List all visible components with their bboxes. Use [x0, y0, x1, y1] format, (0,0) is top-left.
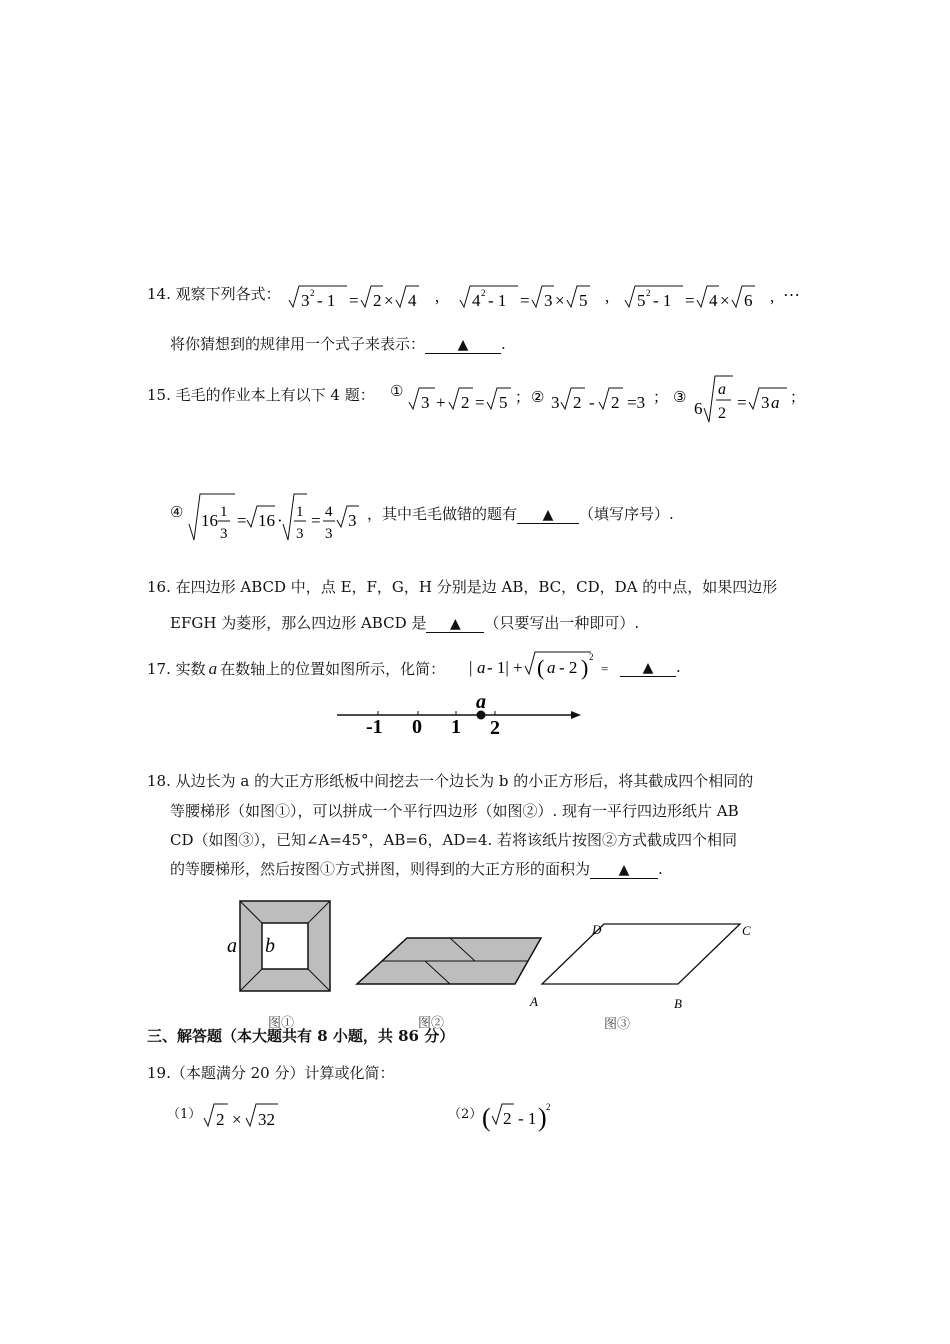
fig3-label-D: D [592, 922, 602, 937]
svg-text:6: 6 [694, 399, 703, 418]
q19-label: 19.（本题满分 20 分）计算或化简： [147, 1064, 395, 1082]
q15-label: 15. 毛毛的作业本上有以下 4 题： [147, 386, 375, 404]
svg-text:2: 2 [373, 291, 382, 310]
svg-text:+: + [436, 393, 446, 412]
point-a-label: a [476, 691, 486, 713]
q17-var: a [208, 659, 218, 678]
tick-label-1: 1 [451, 716, 461, 738]
q14-formulas [285, 280, 805, 320]
svg-text:3: 3 [761, 393, 770, 412]
svg-text:4: 4 [325, 504, 333, 520]
tick-label-2: 2 [490, 717, 500, 739]
svg-text:4: 4 [408, 291, 417, 310]
q15-tail-line [367, 503, 674, 524]
svg-text:): ) [581, 655, 589, 680]
svg-text:×: × [720, 291, 730, 310]
svg-text:1: 1 [296, 504, 304, 520]
svg-text:4: 4 [472, 291, 481, 310]
svg-text:2: 2 [310, 288, 315, 298]
svg-text:×: × [555, 291, 565, 310]
fig3-label-C: C [742, 923, 751, 938]
svg-text:×: × [384, 291, 394, 310]
svg-text:2: 2 [216, 1110, 225, 1129]
svg-text:②: ② [531, 390, 545, 406]
svg-text:=: = [311, 511, 321, 530]
fig1-label-a: a [227, 935, 237, 957]
svg-text:4: 4 [709, 291, 718, 310]
svg-text:(: ( [482, 1103, 491, 1132]
svg-text:- 1|: - 1| [487, 658, 509, 677]
svg-text:=: = [520, 291, 530, 310]
svg-text:a: a [718, 381, 726, 398]
svg-text:3: 3 [301, 291, 310, 310]
fig3-caption: 图③ [604, 1017, 631, 1032]
svg-text:,: , [435, 287, 440, 306]
svg-text:·: · [277, 511, 283, 530]
q14-line2: 将你猜想到的规律用一个式子来表示： ▲ . [170, 335, 506, 353]
svg-text:+: + [513, 658, 523, 677]
fig2-caption: 图② [418, 1016, 445, 1031]
svg-text:- 1: - 1 [653, 291, 672, 310]
q15-item4-formula [187, 488, 367, 552]
svg-text:=: = [685, 291, 695, 310]
q18-line3: CD（如图③），已知∠A=45°，AB=6，AD=4. 若将该纸片按图②方式截成四个相同 [170, 831, 738, 849]
svg-text:5: 5 [499, 393, 508, 412]
section3-title: 三、解答题（本大题共有 8 小题，共 86 分） [147, 1027, 455, 1045]
q15-answer-blank[interactable]: ▲ [517, 507, 579, 524]
q15-tail2: （填写序号）. [579, 505, 674, 523]
q16-line1: 16. 在四边形 ABCD 中，点 E，F，G，H 分别是边 AB，BC，CD，DA 的中点，如果四边形 [147, 578, 778, 596]
svg-text:a: a [771, 393, 780, 412]
fig1-label-b: b [265, 935, 275, 957]
svg-text:2: 2 [573, 393, 582, 412]
q18-line1: 18. 从边长为 a 的大正方形纸板中间挖去一个边长为 b 的小正方形后，将其截成四个相同的 [147, 772, 754, 790]
q19-p1-label: （1） [167, 1107, 202, 1122]
q15-item4: ④ [170, 503, 184, 521]
svg-text:- 1: - 1 [317, 291, 336, 310]
q16-answer-blank[interactable]: ▲ [426, 616, 484, 633]
svg-text:2: 2 [461, 393, 470, 412]
q16-line2 [170, 612, 639, 633]
svg-text:,: , [770, 287, 775, 306]
q19-p2-label: （2） [448, 1107, 483, 1122]
svg-text:): ) [538, 1103, 547, 1132]
q17-answer-row: ▲ . [620, 658, 681, 677]
q19-p2-expr [482, 1096, 562, 1132]
fig3-label-A: A [530, 994, 538, 1009]
svg-text:；: ； [515, 390, 531, 406]
svg-text:3: 3 [325, 526, 333, 542]
svg-text:=: = [237, 511, 247, 530]
svg-text:2: 2 [646, 288, 651, 298]
q16-line2a: EFGH 为菱形，那么四边形 ABCD 是 [170, 614, 427, 632]
q18-line2: 等腰梯形（如图①），可以拼成一个平行四边形（如图②）. 现有一平行四边形纸片 AB [170, 802, 739, 820]
svg-text:③: ③ [673, 390, 687, 406]
svg-text:- 2: - 2 [559, 658, 578, 677]
number-line-arrow [571, 711, 581, 719]
q17-expr [467, 648, 627, 684]
svg-text:3: 3 [421, 393, 430, 412]
svg-text:=: = [601, 661, 609, 676]
svg-text:=: = [349, 291, 359, 310]
svg-text:a: a [477, 658, 486, 677]
svg-text:…: … [783, 281, 800, 300]
svg-text:,: , [605, 287, 610, 306]
q14-answer-blank[interactable]: ▲ [425, 337, 501, 354]
svg-text:5: 5 [579, 291, 588, 310]
svg-text:16: 16 [258, 511, 275, 530]
tick-label-0: 0 [412, 716, 422, 738]
figure-3-parallelogram-abcd [526, 918, 756, 1018]
q17-label: 17. 实数 [147, 660, 206, 678]
svg-text:；: ； [790, 390, 805, 406]
svg-text:=3: =3 [627, 393, 646, 412]
svg-text:a: a [547, 658, 556, 677]
q14-prompt: 将你猜想到的规律用一个式子来表示： [170, 335, 426, 353]
svg-text:2: 2 [546, 1102, 551, 1112]
svg-text:2: 2 [718, 405, 726, 422]
q14-label: 14. 观察下列各式： [147, 285, 281, 303]
svg-text:3: 3 [551, 393, 560, 412]
q15-item1: ① [390, 382, 404, 400]
fig1-caption: 图① [268, 1016, 295, 1031]
svg-text:3: 3 [296, 526, 304, 542]
svg-text:(: ( [537, 655, 545, 680]
svg-text:3: 3 [220, 526, 228, 542]
svg-text:6: 6 [744, 291, 753, 310]
svg-text:2: 2 [503, 1109, 512, 1128]
svg-text:×: × [232, 1110, 242, 1129]
svg-text:16: 16 [201, 511, 218, 530]
q16-line2b: （只要写出一种即可）. [484, 614, 640, 632]
svg-text:2: 2 [611, 393, 620, 412]
q15-tail: ，其中毛毛做错的题有 [367, 505, 518, 523]
svg-text:；: ； [653, 390, 669, 406]
fig3-label-B: B [674, 996, 682, 1011]
svg-text:-: - [589, 393, 595, 412]
svg-text:=: = [737, 393, 747, 412]
svg-text:- 1: - 1 [518, 1109, 537, 1128]
q17-answer-blank[interactable]: ▲ [620, 660, 676, 677]
svg-text:|: | [469, 658, 473, 677]
svg-text:5: 5 [637, 291, 646, 310]
q18-line4a: 的等腰梯形，然后按图①方式拼图，则得到的大正方形的面积为 [170, 860, 591, 878]
svg-text:2: 2 [589, 652, 594, 662]
q17-mid: 在数轴上的位置如图所示，化简： [220, 660, 446, 678]
q18-line4: 的等腰梯形，然后按图①方式拼图，则得到的大正方形的面积为 ▲ . [170, 860, 663, 878]
figure-2-parallelogram [355, 932, 545, 992]
svg-text:32: 32 [258, 1110, 275, 1129]
q15-formulas [405, 372, 805, 432]
q18-answer-blank[interactable]: ▲ [590, 862, 658, 879]
q17-line [147, 658, 445, 679]
tick-label-minus1: -1 [366, 716, 383, 738]
svg-text:=: = [475, 393, 485, 412]
svg-text:3: 3 [348, 511, 357, 530]
svg-text:2: 2 [481, 288, 486, 298]
figure-1-square-frame [225, 898, 340, 998]
svg-text:3: 3 [544, 291, 553, 310]
number-line [335, 690, 585, 740]
q19-p1-expr [202, 1100, 292, 1132]
svg-text:- 1: - 1 [488, 291, 507, 310]
svg-text:1: 1 [220, 504, 228, 520]
